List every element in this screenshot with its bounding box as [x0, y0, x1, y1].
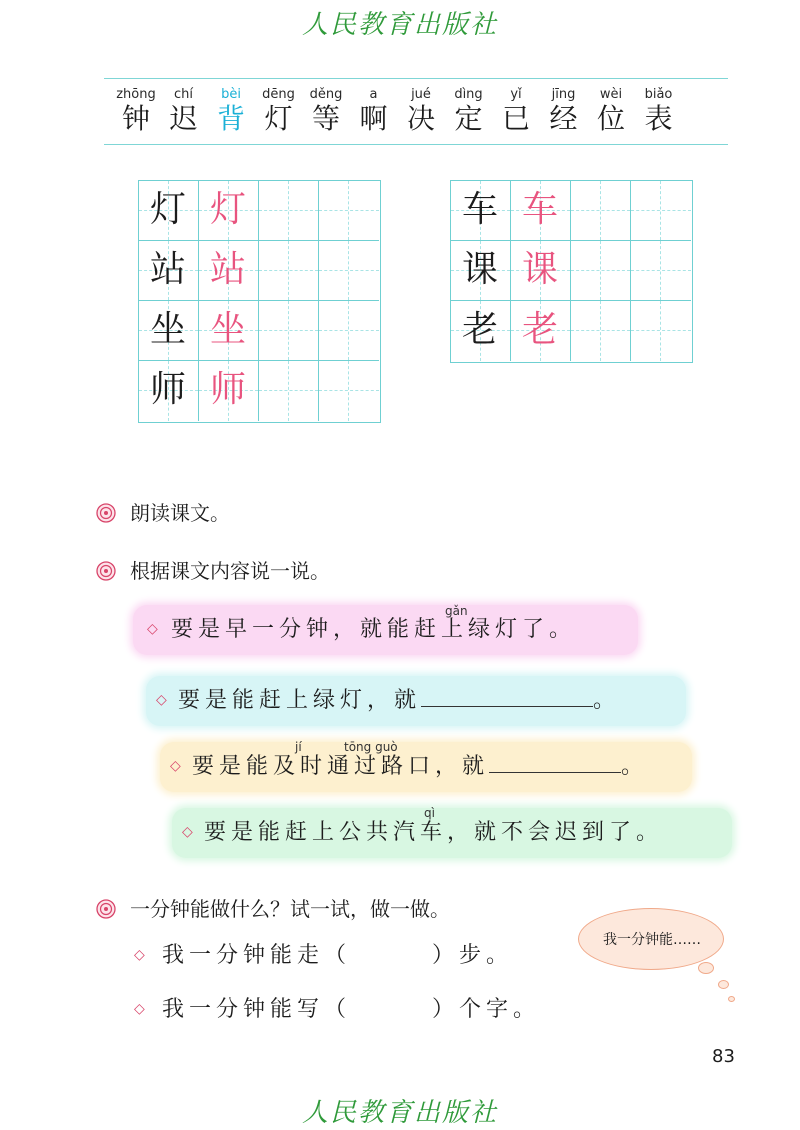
vocab-pinyin: chí — [174, 87, 193, 102]
grid-character: 灯 — [149, 189, 186, 230]
vocab-character: 啊 — [359, 102, 388, 135]
thought-bubble-text: 我一分钟能…… — [603, 932, 701, 948]
writing-cell — [511, 241, 571, 301]
spiral-bullet-icon — [96, 503, 116, 523]
page-number: 83 — [712, 1046, 735, 1067]
writing-cell[interactable] — [631, 181, 691, 241]
vocab-pinyin: dìng — [454, 87, 483, 102]
vocab-character: 表 — [644, 102, 673, 135]
writing-cell[interactable] — [631, 241, 691, 301]
writing-cell[interactable] — [259, 361, 319, 421]
writing-cell — [199, 241, 259, 301]
task-retell-text: 根据课文内容说一说。 — [130, 559, 330, 583]
sentence-bubble-4 — [172, 808, 732, 858]
sentence-3-text: 要是能及时通过路口，就 — [192, 754, 490, 779]
sentence-bubble-1 — [133, 605, 638, 655]
writing-cell — [139, 301, 199, 361]
vocab-character: 背 — [216, 102, 245, 135]
publisher-header: 人民教育出版社 — [301, 10, 498, 40]
writing-cell[interactable] — [259, 181, 319, 241]
writing-cell — [451, 241, 511, 301]
vocab-character: 等 — [311, 102, 340, 135]
thought-bubble — [578, 908, 724, 970]
spiral-bullet-icon — [96, 899, 116, 919]
vocab-pinyin: jīng — [551, 87, 576, 102]
pinyin-qi: qì — [424, 806, 435, 820]
writing-cell — [451, 301, 511, 361]
writing-grid-left — [138, 180, 381, 423]
writing-cell[interactable] — [319, 301, 379, 361]
sentence-bubble-2 — [146, 676, 686, 726]
vocab-pinyin: biǎo — [644, 87, 673, 102]
diamond-icon: ◇ — [147, 621, 158, 637]
grid-character: 课 — [461, 249, 498, 290]
answer-blank-1[interactable] — [421, 686, 593, 707]
sentence-2-text: 要是能赶上绿灯，就 — [178, 688, 422, 713]
writing-cell[interactable] — [319, 241, 379, 301]
grid-character-model: 师 — [209, 369, 246, 410]
vocab-character: 定 — [454, 102, 483, 135]
sentence-bubble-3 — [160, 742, 692, 792]
writing-grid-right — [450, 180, 693, 363]
sentence-4-text: 要是能赶上公共汽车，就不会迟到了。 — [204, 820, 664, 845]
vocab-character: 灯 — [264, 102, 293, 135]
diamond-icon: ◇ — [170, 758, 181, 774]
task-one-minute-text: 一分钟能做什么？试一试，做一做。 — [130, 897, 450, 921]
writing-cell — [511, 301, 571, 361]
writing-cell[interactable] — [571, 181, 631, 241]
writing-cell — [199, 181, 259, 241]
vocab-top-rule — [104, 78, 728, 79]
diamond-icon: ◇ — [156, 692, 167, 708]
vocab-pinyin: yǐ — [510, 87, 522, 102]
grid-character: 师 — [149, 369, 186, 410]
writing-cell[interactable] — [571, 241, 631, 301]
vocab-pinyin: jué — [411, 87, 431, 102]
thought-dot-large — [698, 962, 714, 974]
grid-character-model: 坐 — [209, 309, 246, 350]
task-read-aloud-text: 朗读课文。 — [130, 501, 230, 525]
writing-cell[interactable] — [319, 181, 379, 241]
answer-blank-2[interactable] — [489, 752, 621, 773]
diamond-icon: ◇ — [134, 947, 145, 963]
writing-cell — [199, 301, 259, 361]
pinyin-tong-guo: tōng guò — [344, 740, 398, 754]
sentence-2-end: 。 — [593, 688, 621, 713]
sentence-1-text: 要是早一分钟，就能赶上绿灯了。 — [171, 617, 577, 642]
vocab-item — [627, 86, 691, 134]
grid-character-model: 灯 — [209, 189, 246, 230]
grid-character: 老 — [461, 309, 498, 350]
writing-cell[interactable] — [571, 301, 631, 361]
diamond-icon: ◇ — [134, 1001, 145, 1017]
pinyin-gan: gǎn — [445, 604, 468, 618]
writing-cell[interactable] — [259, 301, 319, 361]
writing-cell — [139, 361, 199, 421]
vocab-bottom-rule — [104, 144, 728, 145]
vocab-pinyin: zhōng — [116, 87, 156, 102]
vocab-pinyin: děng — [309, 87, 343, 102]
vocab-character: 钟 — [121, 102, 150, 135]
grid-character-model: 车 — [521, 189, 558, 230]
grid-character-model: 站 — [209, 249, 246, 290]
writing-cell — [451, 181, 511, 241]
writing-cell — [139, 181, 199, 241]
grid-character-model: 老 — [521, 309, 558, 350]
thought-dot-medium — [718, 980, 729, 989]
publisher-footer: 人民教育出版社 — [301, 1098, 498, 1128]
count-chars-text: 我一分钟能写（ ）个字。 — [162, 997, 541, 1022]
vocab-pinyin: wèi — [599, 87, 623, 102]
sentence-3-end: 。 — [621, 754, 649, 779]
count-steps-text: 我一分钟能走（ ）步。 — [162, 943, 514, 968]
vocab-pinyin: a — [369, 87, 378, 102]
writing-cell — [139, 241, 199, 301]
grid-character: 坐 — [149, 309, 186, 350]
thought-dot-small — [728, 996, 735, 1002]
diamond-icon: ◇ — [182, 824, 193, 840]
writing-cell[interactable] — [259, 241, 319, 301]
vocab-character: 已 — [501, 102, 530, 135]
grid-character: 站 — [149, 249, 186, 290]
vocab-row — [116, 86, 710, 142]
grid-character: 车 — [461, 189, 498, 230]
vocab-character: 位 — [596, 102, 625, 135]
writing-cell — [511, 181, 571, 241]
grid-character-model: 课 — [521, 249, 558, 290]
writing-cell[interactable] — [631, 301, 691, 361]
writing-cell — [199, 361, 259, 421]
pinyin-ji: jí — [295, 740, 302, 754]
vocab-character: 经 — [549, 102, 578, 135]
vocab-pinyin: bèi — [221, 87, 241, 102]
writing-cell[interactable] — [319, 361, 379, 421]
vocab-character: 决 — [406, 102, 435, 135]
vocab-character: 迟 — [169, 102, 198, 135]
vocab-pinyin: dēng — [262, 87, 295, 102]
spiral-bullet-icon — [96, 561, 116, 581]
